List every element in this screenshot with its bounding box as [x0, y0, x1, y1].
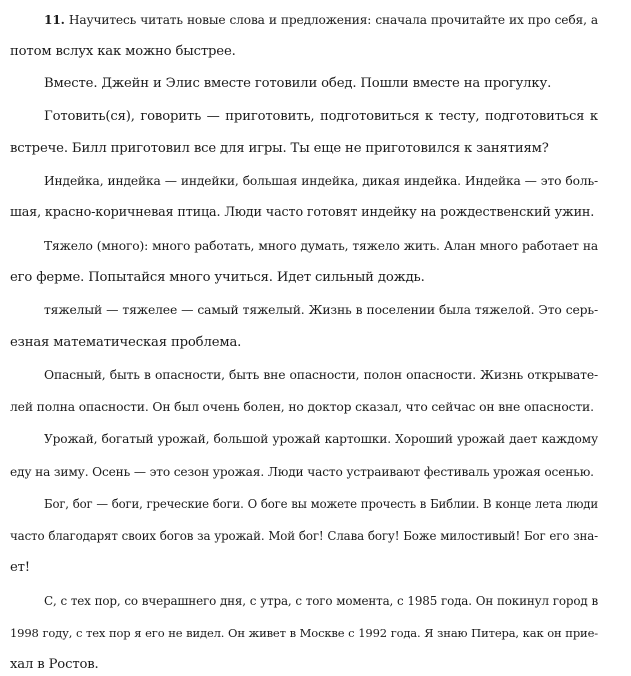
paragraph-urozhay-line-1: Урожай, богатый урожай, большой урожай картошки. Хороший урожай дает каждому	[44, 432, 598, 446]
exercise-number: 11.	[44, 13, 65, 27]
paragraph-vmeste-line-1: Вместе. Джейн и Элис вместе готовили обед. Пошли вместе на прогулку.	[44, 76, 552, 91]
paragraph-opasnyy-line-2: лей полна опасности. Он был очень болен, но доктор сказал, что сейчас он вне опасности.	[10, 400, 594, 414]
paragraph-urozhay-line-2: еду на зиму. Осень — это сезон урожая. Люди часто устраивают фестиваль урожая осенью.	[10, 465, 594, 479]
paragraph-indeyka-line-1: Индейка, индейка — индейки, большая индейка, дикая индейка. Индейка — это боль-	[44, 174, 598, 188]
paragraph-tyazhelo-line-1: Тяжело (много): много работать, много думать, тяжело жить. Алан много работает на	[44, 239, 598, 253]
paragraph-gotovit-line-2: встрече. Билл приготовил все для игры. Ты еще не приготовился к занятиям?	[10, 141, 549, 156]
paragraph-bog-line-3: ет!	[10, 560, 30, 575]
paragraph-gotovit-line-1: Готовить(ся), говорить — приготовить, подготовиться к тесту, подготовиться к	[44, 109, 598, 124]
paragraph-tyazhelyy-line-2: езная математическая проблема.	[10, 335, 242, 350]
paragraph-opasnyy-line-1: Опасный, быть в опасности, быть вне опасности, полон опасности. Жизнь открывате-	[44, 368, 598, 382]
paragraph-tyazhelo-line-2: его ферме. Попытайся много учиться. Идет сильный дождь.	[10, 270, 425, 285]
paragraph-s-line-1: С, с тех пор, со вчерашнего дня, с утра, с того момента, с 1985 года. Он покинул город в	[44, 594, 598, 608]
exercise-instruction-line-2: потом вслух как можно быстрее.	[10, 44, 236, 59]
exercise-instruction-line-1	[44, 9, 598, 31]
paragraph-bog-line-2: часто благодарят своих богов за урожай. Мой бог! Слава богу! Боже милостивый! Бог его зна-	[10, 529, 598, 543]
exercise-instruction-text: Научитесь читать новые слова и предложения: сначала прочитайте их про себя, а	[68, 13, 598, 27]
paragraph-indeyka-line-2: шая, красно-коричневая птица. Люди часто готовят индейку на рождественский ужин.	[10, 205, 595, 220]
paragraph-s-line-3: хал в Ростов.	[10, 657, 99, 672]
paragraph-s-line-2: 1998 году, с тех пор я его не видел. Он живет в Москве с 1992 года. Я знаю Питера, как он прие-	[10, 626, 598, 640]
paragraph-tyazhelyy-line-1: тяжелый — тяжелее — самый тяжелый. Жизнь в поселении была тяжелой. Это серь-	[44, 303, 598, 317]
paragraph-bog-line-1: Бог, бог — боги, греческие боги. О боге вы можете прочесть в Библии. В конце лета люди	[44, 497, 598, 511]
